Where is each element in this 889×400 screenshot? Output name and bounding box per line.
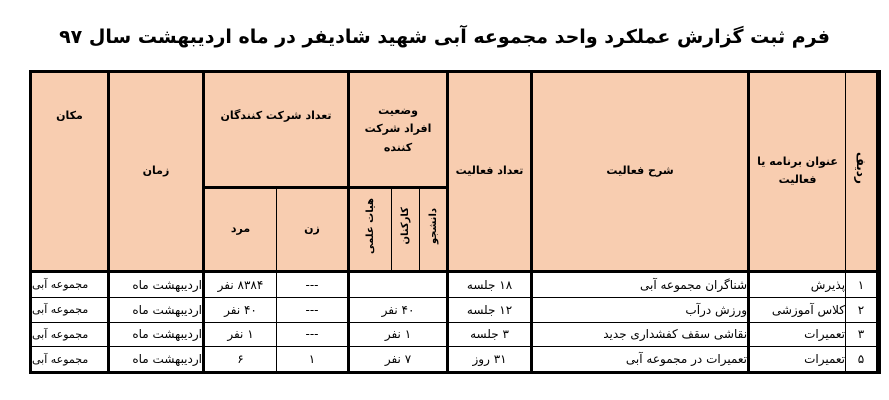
cell-program: تعمیرات bbox=[749, 347, 846, 372]
header-faculty-label: هیات علمی bbox=[365, 198, 377, 255]
cell-place: مجموعه آبی bbox=[32, 322, 109, 347]
header-program-title: عنوان برنامه یا فعالیت bbox=[749, 73, 846, 272]
cell-male: ۶ bbox=[204, 347, 277, 372]
header-activity-count: تعداد فعالیت bbox=[448, 73, 532, 272]
header-time: زمان bbox=[109, 73, 204, 272]
cell-time: اردیبهشت ماه bbox=[109, 347, 204, 372]
header-description: شرح فعالیت bbox=[532, 73, 749, 272]
cell-status bbox=[349, 271, 448, 297]
cell-status: ۷ نفر bbox=[349, 347, 448, 372]
cell-male: ۱ نفر bbox=[204, 322, 277, 347]
cell-place: مجموعه آبی bbox=[32, 271, 109, 297]
cell-female: --- bbox=[277, 297, 349, 322]
header-staff-label: کارکنان bbox=[400, 207, 412, 245]
cell-count: ۳۱ روز bbox=[448, 347, 532, 372]
cell-time: اردیبهشت ماه bbox=[109, 271, 204, 297]
cell-place: مجموعه آبی bbox=[32, 347, 109, 372]
header-female: زن bbox=[277, 188, 349, 272]
header-place: مکان bbox=[32, 73, 109, 272]
header-student bbox=[420, 188, 448, 272]
cell-time: اردیبهشت ماه bbox=[109, 297, 204, 322]
cell-male: ۴۰ نفر bbox=[204, 297, 277, 322]
header-staff bbox=[392, 188, 420, 272]
header-participant-count: تعداد شرکت کنندگان bbox=[204, 73, 349, 188]
header-student-label: دانشجو bbox=[427, 208, 439, 245]
cell-description: نقاشی سقف کفشداری جدید bbox=[532, 322, 749, 347]
cell-female: ۱ bbox=[277, 347, 349, 372]
cell-program: تعمیرات bbox=[749, 322, 846, 347]
table-row bbox=[32, 297, 878, 322]
header-row-number-label: ردیف bbox=[854, 152, 869, 185]
table-row bbox=[32, 271, 878, 297]
cell-place: مجموعه آبی bbox=[32, 297, 109, 322]
cell-description: ورزش درآب bbox=[532, 297, 749, 322]
cell-count: ۳ جلسه bbox=[448, 322, 532, 347]
header-male: مرد bbox=[204, 188, 277, 272]
activity-report-table bbox=[31, 72, 879, 372]
cell-female: --- bbox=[277, 322, 349, 347]
cell-description: تعمیرات در مجموعه آبی bbox=[532, 347, 749, 372]
cell-count: ۱۸ جلسه bbox=[448, 271, 532, 297]
header-participant-status: وضعیت افراد شرکت کننده bbox=[349, 73, 448, 188]
table-row bbox=[32, 322, 878, 347]
header-faculty bbox=[349, 188, 392, 272]
cell-row-number: ۲ bbox=[846, 297, 878, 322]
cell-program: پذیرش bbox=[749, 271, 846, 297]
cell-status: ۱ نفر bbox=[349, 322, 448, 347]
cell-description: شناگران مجموعه آبی bbox=[532, 271, 749, 297]
form-title: فرم ثبت گزارش عملکرد واحد مجموعه آبی شهید شادیفر در ماه اردیبهشت سال ۹۷ bbox=[59, 26, 830, 48]
cell-row-number: ۵ bbox=[846, 347, 878, 372]
cell-row-number: ۳ bbox=[846, 322, 878, 347]
cell-row-number: ۱ bbox=[846, 271, 878, 297]
cell-time: اردیبهشت ماه bbox=[109, 322, 204, 347]
table-row bbox=[32, 347, 878, 372]
header-row-number bbox=[846, 73, 878, 272]
cell-count: ۱۲ جلسه bbox=[448, 297, 532, 322]
cell-program: کلاس آموزشی bbox=[749, 297, 846, 322]
cell-male: ۸۳۸۴ نفر bbox=[204, 271, 277, 297]
cell-female: --- bbox=[277, 271, 349, 297]
cell-status: ۴۰ نفر bbox=[349, 297, 448, 322]
